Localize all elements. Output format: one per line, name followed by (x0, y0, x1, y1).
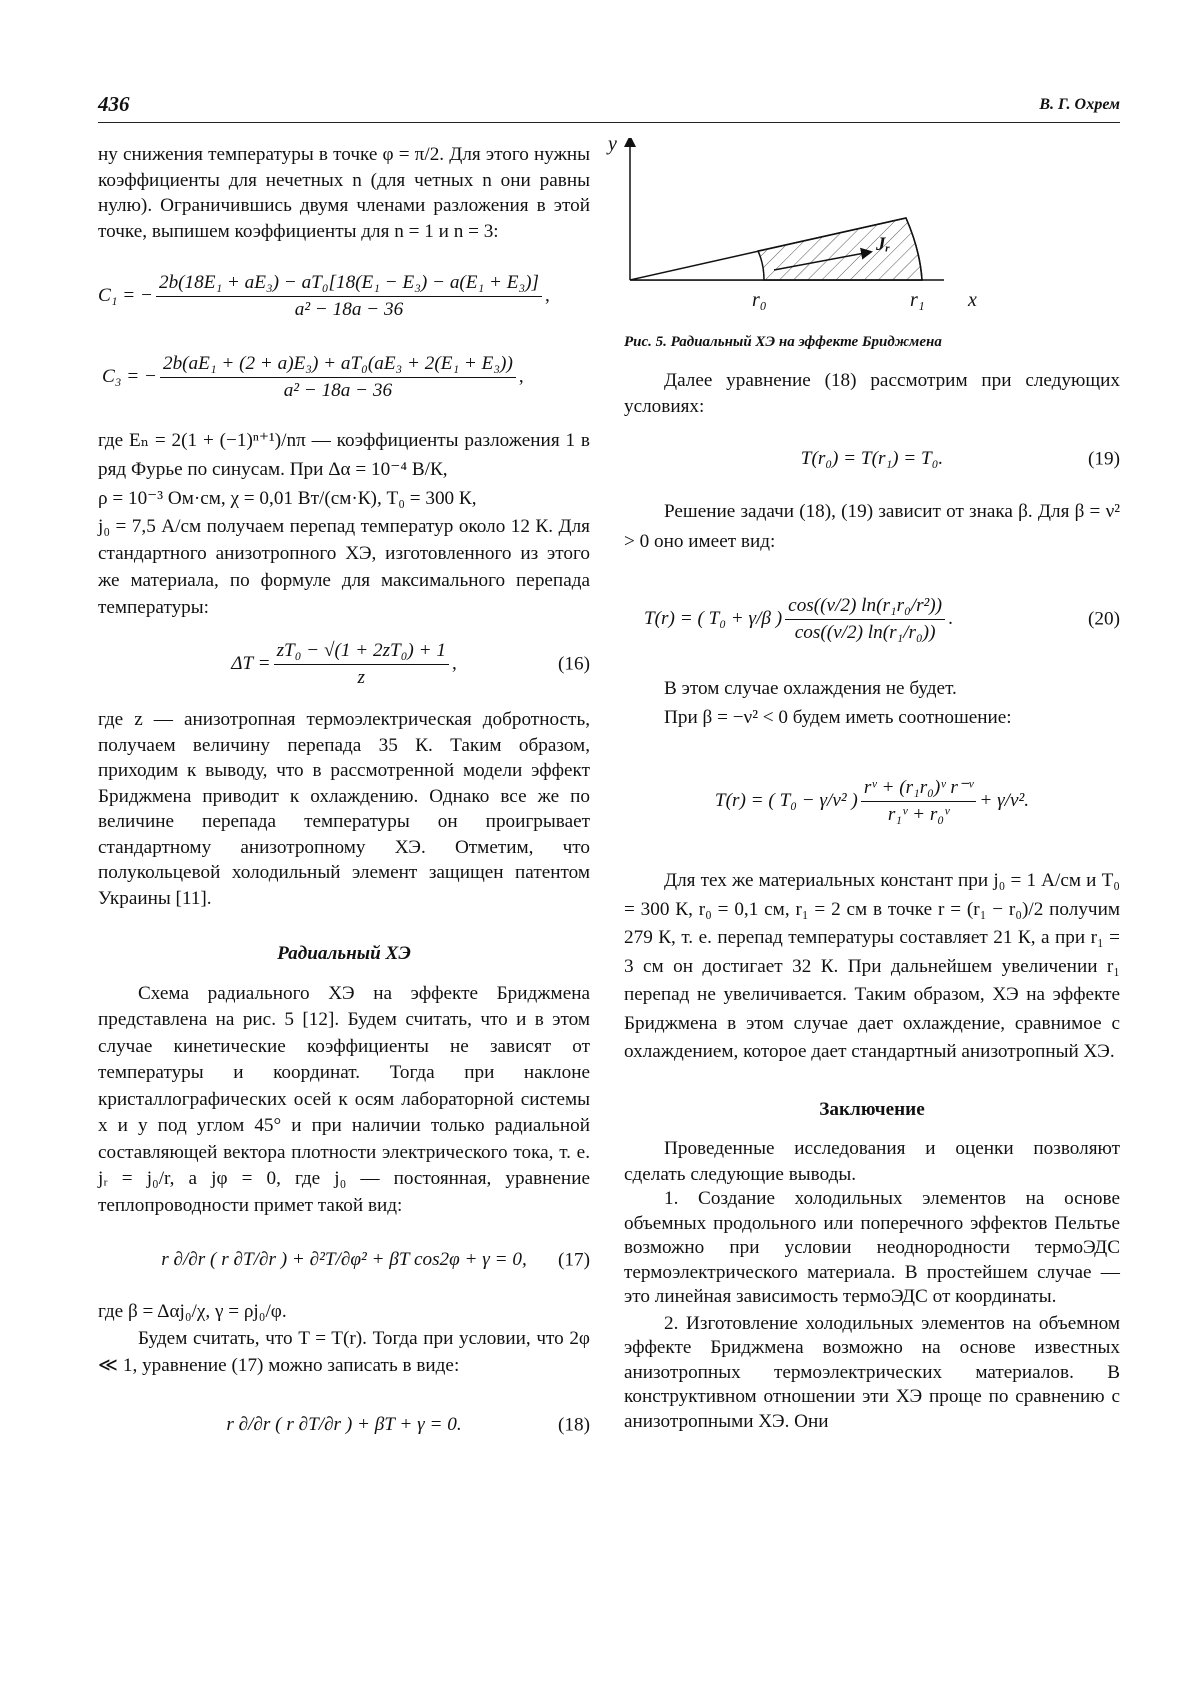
paragraph: Решение задачи (18), (19) зависит от знака β. Для β = ν² > 0 оно имеет вид: (624, 501, 1120, 552)
eq-numerator: cos((ν/2) ln(r₁r₀/r²)) (785, 593, 945, 620)
equation-number: (16) (558, 653, 590, 675)
eq-lhs: T(r) = ( T₀ + γ/β ) (644, 608, 783, 630)
eq-denominator: cos((ν/2) ln(r₁/r₀)) (794, 621, 936, 643)
figure-caption: Рис. 5. Радиальный ХЭ на эффекте Бриджмена (624, 334, 942, 350)
eq-body: r ∂/∂r ( r ∂T/∂r ) + βT + γ = 0. (226, 1413, 462, 1435)
eq-lhs: T(r) = ( T₀ − γ/ν² ) (714, 790, 858, 812)
radial-element-diagram (624, 138, 1120, 328)
section-heading: Радиальный ХЭ (277, 943, 411, 964)
eq-numerator: rᵛ + (r₁r₀)ᵛ r⁻ᵛ (861, 775, 977, 802)
figure-5 (608, 133, 1120, 328)
paragraph: где β = Δαj₀/χ, γ = ρj₀/φ. (98, 1301, 287, 1322)
equation-number: (17) (558, 1249, 590, 1271)
equation-21 (624, 761, 1120, 841)
equation-17 (98, 1227, 590, 1293)
eq-numerator: 2b(aE₁ + (2 + a)E₃) + aT₀(aE₃ + 2(E₁ + E₃)) (160, 351, 516, 378)
paragraph: Будем считать, что T = T(r). Тогда при условии, что 2φ ≪ 1, уравнение (17) можно записать в виде: (98, 1327, 590, 1376)
r1-label: r₁ (910, 289, 925, 311)
right-column (608, 133, 1120, 1434)
left-column (98, 138, 590, 1457)
eq-numerator: zT₀ − √(1 + 2zT₀) + 1 (274, 638, 449, 665)
paragraph: Далее уравнение (18) рассмотрим при следующих условиях: (624, 370, 1120, 417)
section-heading: Заключение (819, 1098, 925, 1120)
page-number: 436 (98, 92, 130, 116)
paragraph: При β = −ν² < 0 будем иметь соотношение: (664, 707, 1012, 728)
eq-fraction (274, 638, 449, 690)
equation-19 (624, 431, 1120, 487)
paragraph: Схема радиального ХЭ на эффекте Бриджмена представлена на рис. 5 [12]. Будем считать, что и в этом случае кинетические коэффициенты не зависят от температуры и координат. Тогда при наклоне кристаллографических осей к осям лабораторной системы x и y под углом 45° и при наличии только радиальной составляющей вектора плотности электрического тока, т. е. jᵣ = j₀/r, а jφ = 0, где j₀ — постоянная, уравнение теплопроводности примет такой вид: (98, 982, 590, 1216)
eq-fraction (861, 775, 977, 827)
equation-18 (98, 1393, 590, 1457)
paragraph: ρ = 10⁻³ Ом·см, χ = 0,01 Вт/(см·К), T₀ = 300 К, (98, 488, 477, 509)
jr-label: Jᵣ (876, 234, 890, 255)
paragraph: где Eₙ = 2(1 + (−1)ⁿ⁺¹)/nπ — коэффициенты разложения 1 в ряд Фурье по синусам. При Δα = 10⁻⁴ В/К, (98, 430, 590, 480)
eq-body: T(r₀) = T(r₁) = T₀. (800, 448, 944, 470)
equation-number: (20) (1088, 608, 1120, 630)
eq-tail: + γ/ν². (979, 790, 1030, 812)
paragraph: ну снижения температуры в точке φ = π/2. Для этого нужны коэффициенты для нечетных n (для четных n они равны нулю). Ограничившись двумя членами разложения в этой точке, выпишем коэффициенты для n = 1 и n = 3: (98, 144, 590, 242)
r0-label: r₀ (752, 289, 767, 311)
eq-denominator: r₁ᵛ + r₀ᵛ (887, 803, 950, 825)
eq-fraction (160, 351, 516, 403)
x-axis-label: x (968, 289, 977, 311)
equation-20: T(r) = ( T₀ + γ/β ) $\frac{\text{cos((ν/2) ln(r₁r₀/r²))}}{\text{cos((ν/2) ln(r₁/r₀))}}$ . (20) (624, 579, 1120, 659)
eq-body: r ∂/∂r ( r ∂T/∂r ) + ∂²T/∂φ² + βT cos2φ + γ = 0, (161, 1249, 527, 1271)
paragraph: Проведенные исследования и оценки позволяют сделать следующие выводы. (624, 1138, 1120, 1185)
eq-denominator: z (357, 666, 365, 688)
eq-denominator: a² − 18a − 36 (283, 379, 393, 401)
hatched-element (758, 218, 922, 280)
eq-lhs: C₁ = − (98, 285, 153, 307)
equation-c3: C₃ = − $\frac{\text{2b(aE₁ + (2 + a)E₃) + aT₀(aE₃ + 2(E₁ + E₃))}}{\text{a² − 18a − 36}}$ , (98, 340, 590, 414)
paragraph: 2. Изготовление холодильных элементов на объемном эффекте Бриджмена возможно на основе известных анизотропных термоэлектрических материалов. В конструктивном отношении эти ХЭ проще по сравнению с анизотропными ХЭ. Они (624, 1312, 1120, 1432)
paragraph: где z — анизотропная термоэлектрическая добротность, получаем величину перепада 35 К. Таким образом, приходим к выводу, что в рассмотренной модели эффект Бриджмена приводит к охлаждению. Однако все же по величине перепада температуры он проигрывает стандартному анизотропному ХЭ. Отметим, что полукольцевой холодильный элемент защищен патентом Украины [11]. (98, 709, 590, 909)
eq-fraction (785, 593, 945, 645)
equation-c1: C₁ = − $\frac{\text{2b(18E₁ + aE₃) − aT₀[18(E₁ − E₃) − a(E₁ + E₃)]}}{\text{a² − 18a − 36}}$ , (98, 260, 590, 332)
paragraph: В этом случае охлаждения не будет. (664, 678, 957, 699)
page-header (98, 88, 1120, 123)
eq-numerator: 2b(18E₁ + aE₃) − aT₀[18(E₁ − E₃) − a(E₁ + E₃)] (156, 270, 542, 297)
eq-fraction (156, 270, 542, 322)
running-author: В. Г. Охрем (1039, 96, 1120, 113)
y-axis-label: y (608, 133, 617, 155)
paragraph: 1. Создание холодильных элементов на основе объемных продольного или поперечного эффектов Пельтье возможно при условии неоднородности термоЭДС термоэлектрического материала. В простейшем случае — это линейная зависимость термоЭДС от координаты. (624, 1188, 1120, 1307)
eq-lhs: ΔT = (231, 653, 271, 675)
equation-16: ΔT = $\frac{\text{zT₀ − √(1 + 2zT₀) + 1}}{z}$ , (16) (98, 629, 590, 699)
paragraph: Для тех же материальных констант при j₀ = 1 А/см и T₀ = 300 К, r₀ = 0,1 см, r₁ = 2 см в точке r = (r₁ − r₀)/2 получим 279 К, т. е. перепад температуры составляет 21 К, а при r₁ = 3 см он достигает 32 К. При дальнейшем увеличении r₁ перепад не увеличивается. Таким образом, ХЭ на эффекте Бриджмена в этом случае дает охлаждение, сравнимое с охлаждением, которое дает стандартный анизотропный ХЭ. (624, 870, 1120, 1062)
eq-lhs: C₃ = − (102, 366, 157, 388)
eq-denominator: a² − 18a − 36 (294, 298, 404, 320)
equation-number: (18) (558, 1413, 590, 1435)
paragraph: j₀ = 7,5 А/см получаем перепад температур около 12 К. Для стандартного анизотропного ХЭ, изготовленного из этого же материала, по формуле для максимального перепада температуры: (98, 516, 590, 618)
equation-number: (19) (1088, 448, 1120, 470)
